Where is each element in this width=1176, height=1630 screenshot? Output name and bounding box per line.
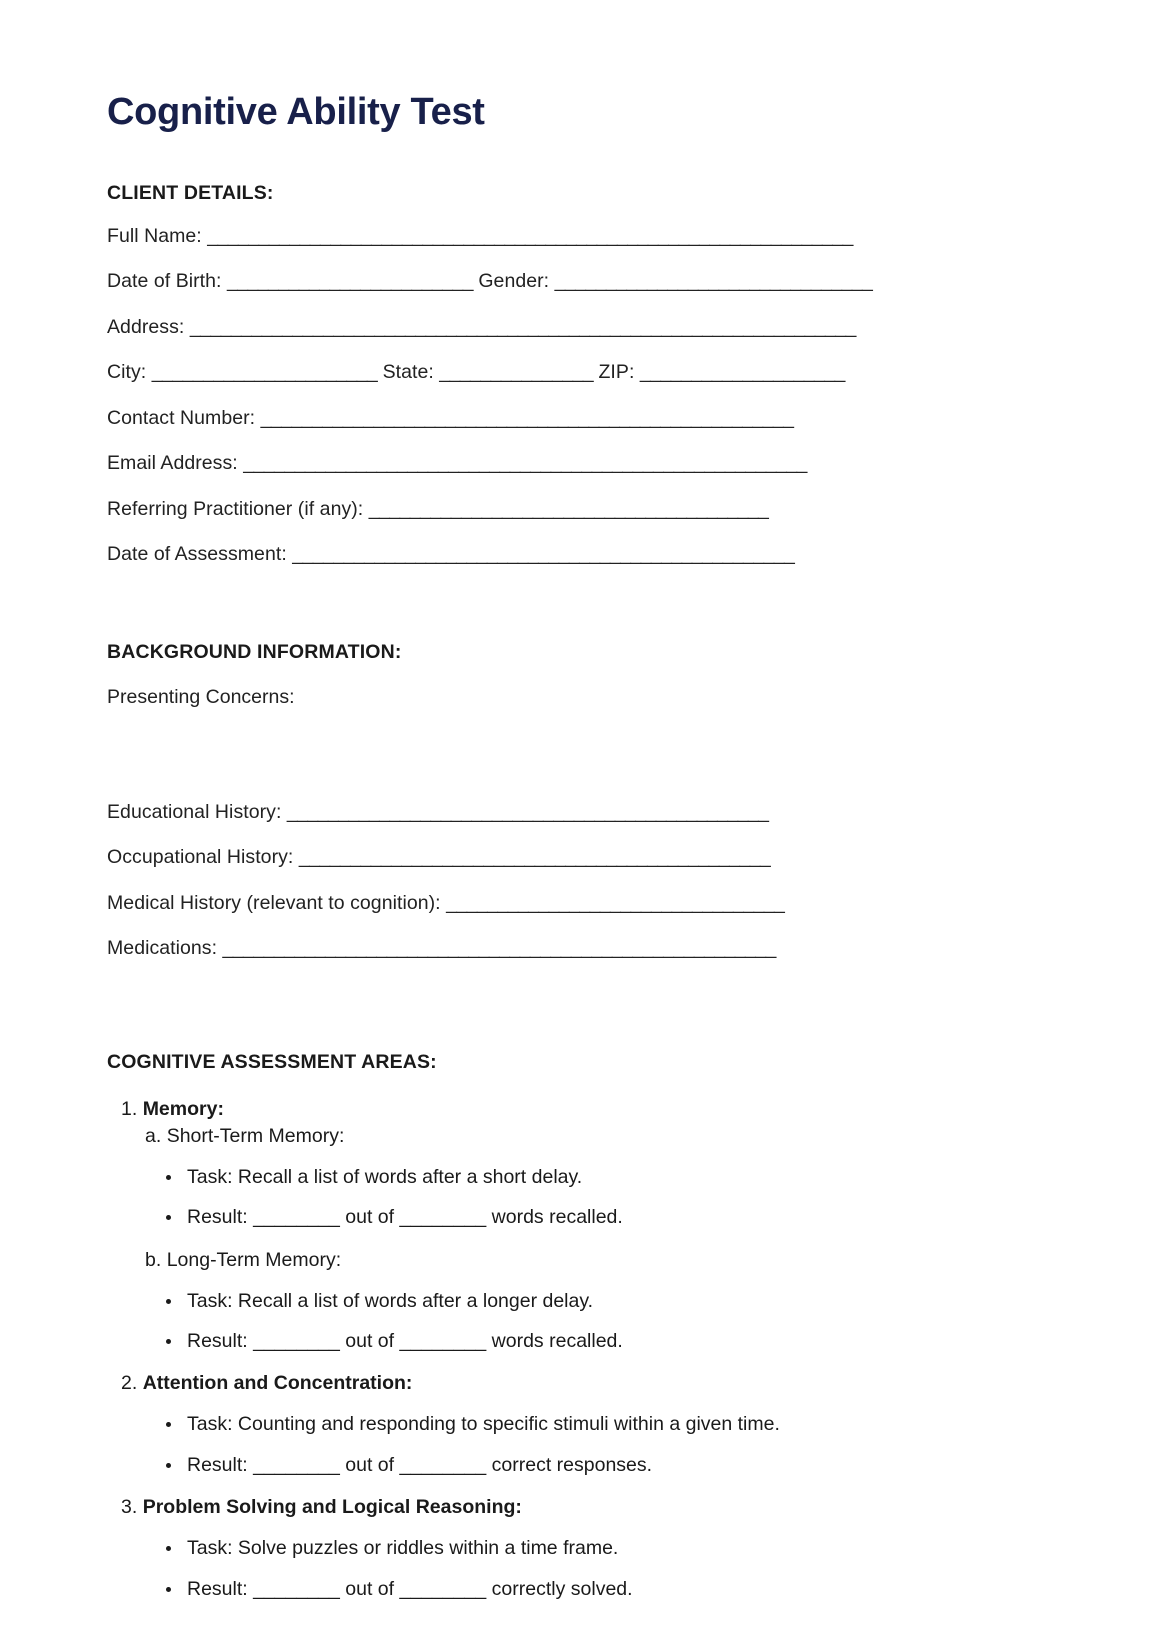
section-spacer — [107, 591, 1071, 641]
field-label: Educational History: — [107, 800, 287, 823]
subsection-letter: a. — [145, 1124, 162, 1147]
field-label: Medical History (relevant to cognition): — [107, 891, 447, 914]
area-spacer — [107, 1476, 1071, 1496]
area-number: 1. — [121, 1097, 138, 1120]
area-title-line — [107, 1496, 1071, 1519]
field-label: Full Name: — [107, 224, 208, 247]
field-address — [107, 315, 1071, 338]
field-date-of-birth-gender — [107, 272, 1071, 292]
assessment-area-memory — [107, 1098, 1071, 1353]
section-spacer — [107, 985, 1071, 1051]
list-item[interactable]: Result: ________ out of ________ words recalled. — [162, 1330, 1071, 1352]
field-label: Occupational History: — [107, 846, 299, 869]
field-occupational-history — [107, 848, 1071, 868]
fill-in-blank[interactable]: _______________ — [439, 361, 593, 384]
field-label: Referring Practitioner (if any): — [107, 497, 369, 520]
field-label: ZIP: — [592, 361, 640, 384]
field-label: Medications: — [107, 937, 223, 960]
area-title: Memory: — [142, 1097, 224, 1120]
field-label: Email Address: — [107, 452, 244, 475]
field-educational-history — [107, 800, 1071, 823]
field-medications — [107, 939, 1071, 959]
list-item: Task: Recall a list of words after a short delay. — [162, 1166, 1071, 1188]
field-label: Address: — [107, 315, 190, 338]
field-email-address — [107, 454, 1071, 474]
presenting-concerns-label: Presenting Concerns: — [107, 685, 295, 708]
field-referring-practitioner — [107, 497, 1071, 520]
subsection-bullets — [107, 1290, 1071, 1353]
area-title-line — [107, 1098, 1071, 1121]
area-title: Attention and Concentration: — [142, 1372, 413, 1395]
list-item: Task: Solve puzzles or riddles within a time frame. — [162, 1537, 1071, 1559]
list-item[interactable]: Result: ________ out of ________ correctly solved. — [162, 1578, 1071, 1600]
area-title: Problem Solving and Logical Reasoning: — [142, 1496, 522, 1519]
field-label: State: — [377, 361, 440, 384]
field-label: Date of Assessment: — [107, 543, 293, 566]
assessment-area-attention — [107, 1372, 1071, 1476]
fill-in-blank[interactable]: ____________________ — [639, 361, 845, 384]
assessment-areas-list — [107, 1098, 1071, 1600]
fill-in-blank[interactable]: _______________________________________________________________ — [207, 224, 853, 247]
fill-in-blank[interactable]: _______________________________________ — [368, 497, 769, 520]
presenting-concerns-write-area[interactable] — [107, 735, 1071, 803]
subsection-letter: b. — [145, 1248, 162, 1271]
background-information-heading: BACKGROUND INFORMATION: — [107, 640, 402, 663]
subsection-bullets — [107, 1166, 1071, 1229]
assessment-area-problem-solving — [107, 1496, 1071, 1600]
fill-in-blank[interactable]: ______________________________________________ — [298, 846, 771, 869]
subsection-title-line — [107, 1125, 1071, 1148]
fill-in-blank[interactable]: _________________________________________________ — [292, 543, 795, 566]
field-label: Gender: — [472, 270, 555, 293]
area-bullets — [107, 1537, 1071, 1600]
fill-in-blank[interactable]: _______________________________________________________ — [243, 452, 807, 475]
sub-spacer — [107, 1229, 1071, 1249]
field-full-name — [107, 224, 1071, 247]
fill-in-blank[interactable]: _______________________________________________ — [286, 800, 769, 823]
area-title-line — [107, 1372, 1071, 1395]
field-contact-number — [107, 406, 1071, 429]
fill-in-blank[interactable]: ______________________ — [151, 361, 378, 384]
list-item[interactable]: Result: ________ out of ________ correct responses. — [162, 1454, 1071, 1476]
field-date-of-assessment — [107, 545, 1071, 565]
field-label: City: — [107, 361, 152, 384]
list-item: Task: Recall a list of words after a longer delay. — [162, 1290, 1071, 1312]
fill-in-blank[interactable]: _______________________________ — [554, 270, 873, 293]
area-number: 3. — [121, 1496, 138, 1519]
area-number: 2. — [121, 1372, 138, 1395]
list-item: Task: Counting and responding to specific stimuli within a given time. — [162, 1413, 1071, 1435]
page-title: Cognitive Ability Test — [107, 91, 485, 133]
fill-in-blank[interactable]: _________________________________________________________________ — [189, 315, 856, 338]
subsection-title: Short-Term Memory: — [166, 1124, 345, 1147]
fill-in-blank[interactable]: _________________________________ — [446, 891, 785, 914]
fill-in-blank[interactable]: ________________________ — [226, 270, 473, 293]
field-city-state-zip — [107, 363, 1071, 383]
area-bullets — [107, 1413, 1071, 1476]
subsection-title-line — [107, 1249, 1071, 1272]
cognitive-assessment-heading: COGNITIVE ASSESSMENT AREAS: — [107, 1050, 437, 1073]
field-label: Contact Number: — [107, 406, 261, 429]
field-medical-history — [107, 891, 1071, 914]
subsection-title: Long-Term Memory: — [166, 1248, 342, 1271]
fill-in-blank[interactable]: ______________________________________________________ — [222, 937, 776, 960]
list-item[interactable]: Result: ________ out of ________ words recalled. — [162, 1206, 1071, 1228]
area-spacer — [107, 1352, 1071, 1372]
client-details-heading: CLIENT DETAILS: — [107, 181, 274, 204]
field-label: Date of Birth: — [107, 270, 227, 293]
fill-in-blank[interactable]: ____________________________________________________ — [260, 406, 794, 429]
